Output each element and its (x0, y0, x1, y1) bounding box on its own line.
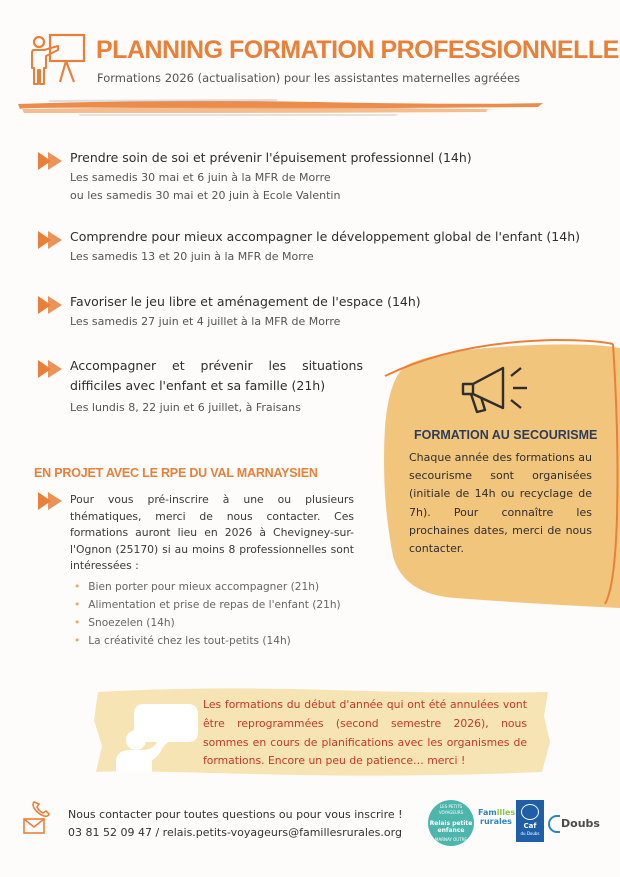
caf-logo: Caf du Doubs (516, 800, 544, 842)
projet-text: Pour vous pré-inscrire à une ou plusieurs thématiques, merci de nous contacter. Ces formations auront lieu en 2026 à Chevigney-sur-l'Ognon (25170) si au moins 8 professionnelles sont intéressées : (70, 493, 354, 572)
formation-title: Comprendre pour mieux accompagner le développement global de l'enfant (14h) (70, 229, 581, 244)
list-item: • La créativité chez les tout-petits (14h) (74, 632, 341, 650)
list-item: • Alimentation et prise de repas de l'enfant (21h) (74, 596, 341, 614)
secourisme-text: Chaque année des formations au secourisme sont organisées (initiale de 14h ou recyclage de 7h). Pour connaître les prochaines dates, merci de nous contacter. (409, 451, 592, 556)
formation-dates: Les samedis 30 mai et 6 juin à la MFR de Morre (70, 171, 331, 184)
familles-rurales-logo: Familles rurales (478, 808, 516, 826)
list-item: • Bien porter pour mieux accompagner (21h) (74, 578, 341, 596)
formation-title: Prendre soin de soi et prévenir l'épuisement professionnel (14h) (70, 150, 472, 165)
double-arrow-right-icon (38, 360, 64, 378)
relais-logo: LES PETITS VOYAGEURS Relais petite enfance MARNAY OUTRE (428, 800, 474, 846)
formation-title: Favoriser le jeu libre et aménagement de l'espace (14h) (70, 294, 421, 309)
formation-dates: Les samedis 27 juin et 4 juillet à la MFR de Morre (70, 315, 341, 328)
projet-list (74, 578, 341, 650)
formation-title: Accompagner et prévenir les situations (70, 358, 363, 373)
formation-dates: Les lundis 8, 22 juin et 6 juillet, à Fraisans (70, 401, 301, 414)
person-speaking-icon (112, 700, 202, 772)
page-title: PLANNING FORMATION PROFESSIONNELLE (96, 36, 619, 64)
mail-icon (22, 816, 48, 836)
header-brush-stroke (18, 96, 543, 118)
contact-line: Nous contacter pour toutes questions ou pour vous inscrire ! (68, 808, 403, 821)
secourisme-title: FORMATION AU SECOURISME (414, 428, 598, 442)
projet-heading: EN PROJET AVEC LE RPE DU VAL MARNAYSIEN (34, 466, 318, 480)
doubs-logo: Doubs (548, 812, 600, 836)
contact-details[interactable]: 03 81 52 09 47 / relais.petits-voyageurs@famillesrurales.org (68, 826, 402, 839)
megaphone-icon (457, 362, 533, 420)
notice-text: Les formations du début d'année qui ont été annulées vont être reprogrammées (second semestre 2026), nous sommes en cours de planifications avec les organismes de formations. Encore un peu de patience… merci ! (203, 698, 527, 768)
formation-dates: Les samedis 13 et 20 juin à la MFR de Morre (70, 250, 314, 263)
double-arrow-right-icon (38, 492, 64, 510)
teacher-board-icon (28, 32, 88, 88)
double-arrow-right-icon (38, 296, 64, 314)
double-arrow-right-icon (38, 231, 64, 249)
formation-title: difficiles avec l'enfant et sa famille (21h) (70, 378, 326, 393)
list-item: • Snoezelen (14h) (74, 614, 341, 632)
formation-dates: ou les samedis 30 mai et 20 juin à Ecole Valentin (70, 189, 341, 202)
page-subtitle: Formations 2026 (actualisation) pour les assistantes maternelles agréées (97, 71, 521, 85)
double-arrow-right-icon (38, 152, 64, 170)
